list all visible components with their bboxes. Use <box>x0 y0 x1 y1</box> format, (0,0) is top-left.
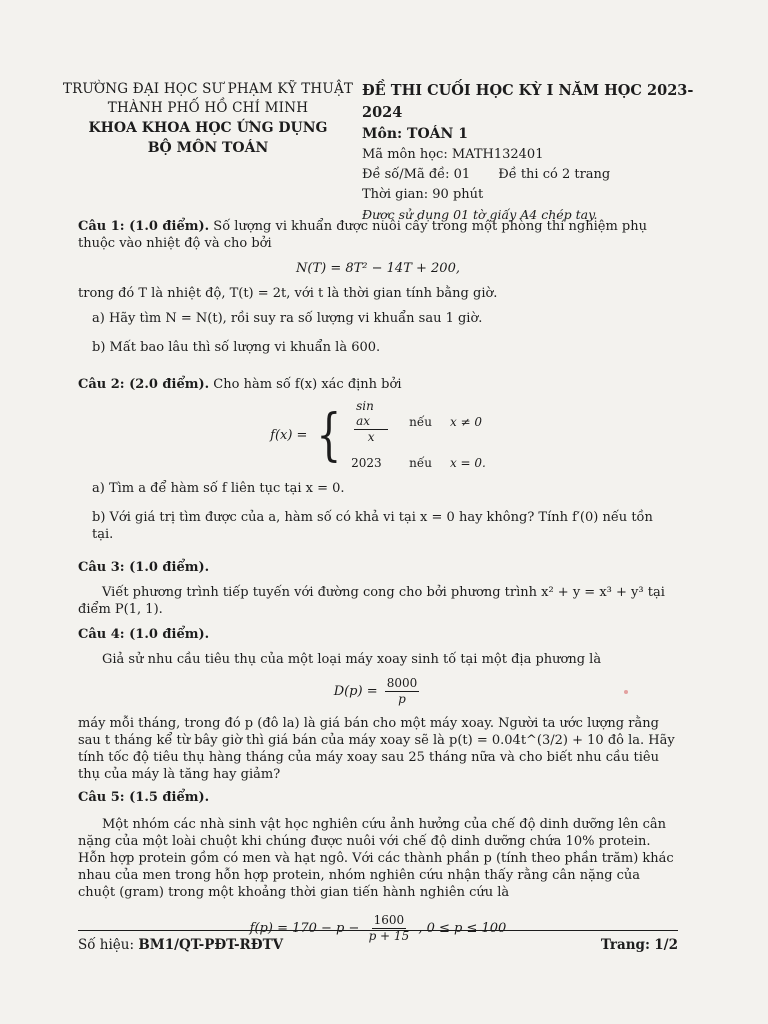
q2-case1-num: sin ax <box>354 399 388 430</box>
q2-lhs: f(x) = <box>270 428 308 443</box>
q2-case2-cond: x = 0. <box>449 456 486 470</box>
q2-piecewise-function <box>78 399 678 472</box>
q2-case-2 <box>351 455 486 472</box>
department-name: BỘ MÔN TOÁN <box>147 140 269 156</box>
exam-code: Đề số/Mã đề: 01 <box>362 167 471 182</box>
q1-after: trong đó T là nhiệt độ, T(t) = 2t, với t là thời gian tính bằng giờ. <box>78 286 498 301</box>
q5-text: Một nhóm các nhà sinh vật học nghiên cứu ảnh hưởng của chế độ dinh dưỡng lên cân nặng của một loài chuột khi chúng được nuôi với chế độ dinh dưỡng chứa 10% protein. Hỗn hợp protein gồm có men và hạt ngô. Với các thành phần p (tính theo phần trăm) khác nhau của men trong hỗn hợp protein, nhóm nghiên cứu nhận thấy rằng cân nặng của chuột (gram) trong một khoảng thời gian tiến hành nghiên cứu là <box>78 817 674 900</box>
q1-part-b: b) Mất bao lâu thì số lượng vi khuẩn là 600. <box>92 340 381 355</box>
page-count: Đề thi có 2 trang <box>498 167 611 182</box>
q1-formula: N(T) = 8T² − 14T + 200, <box>296 261 460 276</box>
school-name-line1: TRƯỜNG ĐẠI HỌC SƯ PHẠM KỸ THUẬT <box>62 81 354 97</box>
q1-intro: Câu 1: (1.0 điểm). Số lượng vi khuẩn được nuôi cấy trong một phòng thí nghiệm phụ thuộc vào nhiệt độ và cho bởi <box>78 219 648 251</box>
q4-text: máy mỗi tháng, trong đó p (đô la) là giá bán cho một máy xoay. Người ta ước lượng rằng sau t tháng kể từ bây giờ thì giá bán của máy xoay sẽ là p(t) = 0.04t^(3/2) + 10 đô la. Hãy tính tốc độ tiêu thụ hàng tháng của máy xoay sau 25 tháng nữa và cho biết nhu cầu tiêu thụ của máy là tăng hay giảm? <box>78 716 675 782</box>
page-footer <box>78 930 678 953</box>
exam-body <box>78 218 678 952</box>
q4-num: 8000 <box>386 676 418 690</box>
q4-lhs: D(p) = <box>333 684 378 699</box>
left-brace-icon: { <box>316 402 342 468</box>
q2-case1-word: nếu <box>409 414 432 429</box>
q2-label: Câu 2: (2.0 điểm). <box>78 377 210 392</box>
q4-formula <box>78 676 678 707</box>
q5-label: Câu 5: (1.5 điểm). <box>78 790 210 805</box>
q2-case2-val: 2023 <box>351 456 382 470</box>
q2-intro: Câu 2: (2.0 điểm). Cho hàm số f(x) xác định bởi <box>78 377 402 392</box>
q1-part-a: a) Hãy tìm N = N(t), rồi suy ra số lượng vi khuẩn sau 1 giờ. <box>92 311 483 326</box>
document-code: Số hiệu: BM1/QT-PĐT-RĐTV <box>78 937 284 953</box>
q1-label: Câu 1: (1.0 điểm). <box>78 219 210 234</box>
subject: Môn: TOÁN 1 <box>362 126 468 142</box>
pen-mark <box>624 690 628 694</box>
exam-info <box>362 80 722 225</box>
school-header <box>58 80 358 158</box>
exam-note: Được sử dụng 01 tờ giấy A4 chép tay. <box>362 207 598 222</box>
exam-title: ĐỀ THI CUỐI HỌC KỲ I NĂM HỌC 2023-2024 <box>362 82 694 121</box>
page-number: Trang: 1/2 <box>600 937 678 953</box>
q3-label: Câu 3: (1.0 điểm). <box>78 560 210 575</box>
q2-part-b: b) Với giá trị tìm được của a, hàm số có khả vi tại x = 0 hay không? Tính f′(0) nếu tồn tại. <box>92 510 653 542</box>
q2-case1-den: x <box>367 430 375 444</box>
q4-intro: Giả sử nhu cầu tiêu thụ của một loại máy xoay sinh tố tại một địa phương là <box>102 652 602 667</box>
q3-text: Viết phương trình tiếp tuyến với đường cong cho bởi phương trình x² + y = x³ + y³ tại điểm P(1, 1). <box>78 585 665 617</box>
course-code: Mã môn học: MATH132401 <box>362 147 544 162</box>
q4-label: Câu 4: (1.0 điểm). <box>78 627 210 642</box>
q2-case-1 <box>351 399 486 445</box>
q5-num: 1600 <box>373 913 405 927</box>
q2-part-a: a) Tìm a để hàm số f liên tục tại x = 0. <box>92 481 345 496</box>
exam-time: Thời gian: 90 phút <box>362 187 484 202</box>
q5-range: , 0 ≤ p ≤ 100 <box>418 921 507 936</box>
q5-den: p + 15 <box>368 929 410 943</box>
q2-case1-cond: x ≠ 0 <box>449 414 483 429</box>
q2-case2-word: nếu <box>409 456 432 470</box>
school-name-line2: THÀNH PHỐ HỒ CHÍ MINH <box>107 100 309 116</box>
faculty-name: KHOA KHOA HỌC ỨNG DỤNG <box>88 120 328 136</box>
q5-lhs: f(p) = 170 − p − <box>249 921 360 936</box>
q4-den: p <box>398 692 406 706</box>
